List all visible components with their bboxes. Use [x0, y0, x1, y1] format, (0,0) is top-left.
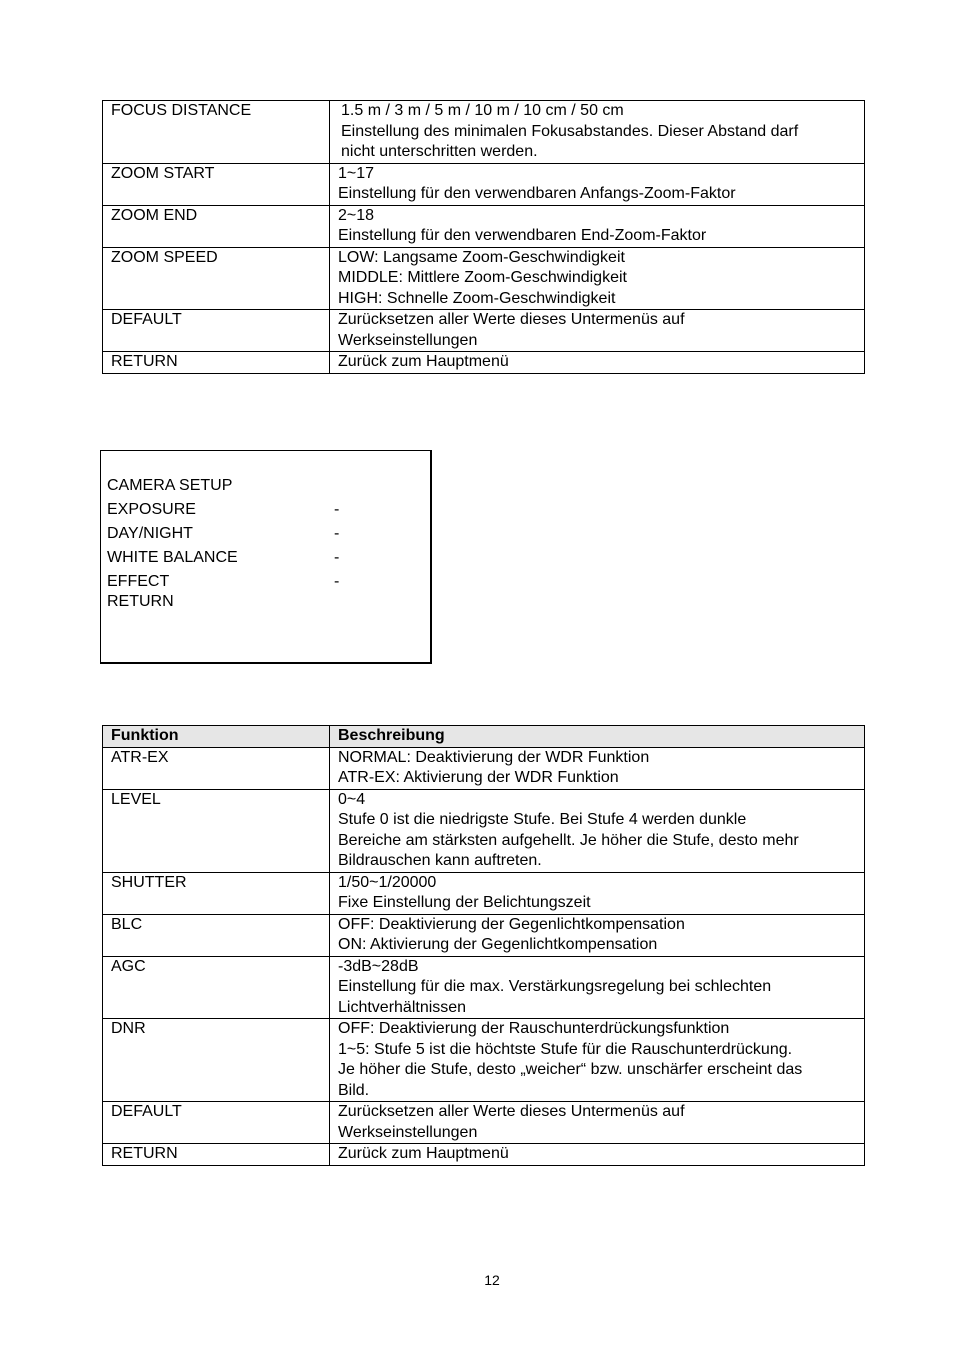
description-line: 1/50~1/20000: [338, 873, 437, 891]
description-line: Einstellung des minimalen Fokusabstandes. Dieser Abstand darf: [341, 122, 799, 140]
description-line: Zurücksetzen aller Werte dieses Untermenüs auf: [338, 1103, 685, 1120]
submenu-indicator: -: [334, 573, 340, 590]
column-header-funktion: Funktion: [103, 726, 330, 748]
submenu-indicator: -: [334, 525, 340, 542]
description-line: 1.5 m / 3 m / 5 m / 10 m / 10 cm / 50 cm: [341, 102, 624, 119]
table-row: [103, 956, 865, 1019]
description-line: Stufe 0 ist die niedrigste Stufe. Bei Stufe 4 werden dunkle: [338, 811, 747, 828]
description-cell: [330, 956, 865, 1019]
menu-item-label: EFFECT: [107, 573, 170, 590]
table-row: [103, 310, 865, 352]
description-cell: [330, 872, 865, 914]
table-row: [103, 747, 865, 789]
menu-item-label: WHITE BALANCE: [107, 549, 238, 566]
menu-title: CAMERA SETUP: [107, 477, 233, 494]
description-line: Bereiche am stärksten aufgehellt. Je höher die Stufe, desto mehr: [338, 831, 799, 849]
description-line: ATR-EX: Aktivierung der WDR Funktion: [338, 769, 619, 786]
description-cell: [330, 310, 865, 352]
description-line: ON: Aktivierung der Gegenlichtkompensation: [338, 936, 658, 953]
table-row: [103, 101, 865, 164]
description-line: MIDDLE: Mittlere Zoom-Geschwindigkeit: [338, 269, 627, 286]
table-row: [103, 247, 865, 310]
function-name-cell: BLC: [103, 914, 330, 956]
description-line: Zurück zum Hauptmenü: [338, 1145, 509, 1162]
menu-item-exposure[interactable]: [107, 500, 340, 521]
description-line: LOW: Langsame Zoom-Geschwindigkeit: [338, 248, 625, 266]
function-name-cell: DNR: [103, 1019, 330, 1102]
description-line: -3dB~28dB: [338, 957, 419, 975]
table-row: [103, 1019, 865, 1102]
description-cell: [330, 101, 865, 164]
description-line: Bild.: [338, 1081, 370, 1099]
menu-item-return[interactable]: [107, 592, 174, 613]
menu-item-label: EXPOSURE: [107, 501, 196, 518]
function-name-cell: DEFAULT: [103, 1102, 330, 1144]
menu-item-day-night[interactable]: [107, 524, 340, 545]
function-name-cell: ATR-EX: [103, 747, 330, 789]
description-cell: [330, 914, 865, 956]
focus-zoom-settings-table: [102, 100, 865, 374]
function-name-cell: ZOOM END: [103, 205, 330, 247]
description-line: OFF: Deaktivierung der Rauschunterdrückungsfunktion: [338, 1020, 730, 1037]
description-cell: [330, 747, 865, 789]
description-line: HIGH: Schnelle Zoom-Geschwindigkeit: [338, 289, 616, 307]
description-line: Einstellung für die max. Verstärkungsregelung bei schlechten: [338, 978, 772, 995]
table-row: [103, 352, 865, 374]
description-line: Je höher die Stufe, desto „weicher“ bzw. unschärfer erscheint das: [338, 1061, 803, 1078]
description-cell: [330, 163, 865, 205]
function-name-cell: SHUTTER: [103, 872, 330, 914]
function-name-cell: RETURN: [103, 352, 330, 374]
description-cell: [330, 789, 865, 872]
description-cell: [330, 1019, 865, 1102]
description-line: 0~4: [338, 790, 366, 808]
description-line: Lichtverhältnissen: [338, 998, 467, 1016]
table-row: [103, 914, 865, 956]
description-line: Zurück zum Hauptmenü: [338, 353, 509, 370]
description-cell: [330, 1144, 865, 1166]
exposure-settings-table: [102, 725, 865, 1166]
description-line: Bildrauschen kann auftreten.: [338, 852, 542, 869]
description-line: NORMAL: Deaktivierung der WDR Funktion: [338, 748, 650, 766]
description-line: Werkseinstellungen: [338, 1123, 478, 1141]
function-name-cell: FOCUS DISTANCE: [103, 101, 330, 164]
camera-setup-menu-box: [100, 450, 432, 664]
description-line: 1~5: Stufe 5 ist die höchtste Stufe für die Rauschunterdrückung.: [338, 1040, 793, 1058]
description-cell: [330, 1102, 865, 1144]
description-line: 1~17: [338, 164, 375, 182]
table-header-row: [103, 726, 865, 748]
description-line: Fixe Einstellung der Belichtungszeit: [338, 894, 591, 911]
description-line: Zurücksetzen aller Werte dieses Untermenüs auf: [338, 311, 685, 328]
submenu-indicator: -: [334, 501, 340, 518]
function-name-cell: ZOOM START: [103, 163, 330, 205]
column-header-beschreibung: Beschreibung: [330, 726, 865, 748]
description-line: nicht unterschritten werden.: [341, 143, 538, 160]
description-cell: [330, 205, 865, 247]
table-row: [103, 1102, 865, 1144]
description-line: Einstellung für den verwendbaren Anfangs-Zoom-Faktor: [338, 185, 736, 202]
function-name-cell: LEVEL: [103, 789, 330, 872]
table-row: [103, 163, 865, 205]
submenu-indicator: -: [334, 549, 340, 566]
function-name-cell: DEFAULT: [103, 310, 330, 352]
description-cell: [330, 247, 865, 310]
description-cell: [330, 352, 865, 374]
menu-item-effect[interactable]: [107, 572, 340, 593]
table-row: [103, 1144, 865, 1166]
function-name-cell: AGC: [103, 956, 330, 1019]
menu-item-label: RETURN: [107, 593, 174, 610]
function-name-cell: RETURN: [103, 1144, 330, 1166]
table-row: [103, 872, 865, 914]
description-line: Einstellung für den verwendbaren End-Zoom-Faktor: [338, 227, 707, 244]
description-line: 2~18: [338, 206, 375, 224]
menu-item-label: DAY/NIGHT: [107, 525, 193, 542]
function-name-cell: ZOOM SPEED: [103, 247, 330, 310]
table-row: [103, 789, 865, 872]
page-number: 12: [484, 1272, 500, 1288]
description-line: OFF: Deaktivierung der Gegenlichtkompensation: [338, 915, 685, 933]
menu-item-white-balance[interactable]: [107, 548, 340, 569]
description-line: Werkseinstellungen: [338, 331, 478, 349]
table-row: [103, 205, 865, 247]
